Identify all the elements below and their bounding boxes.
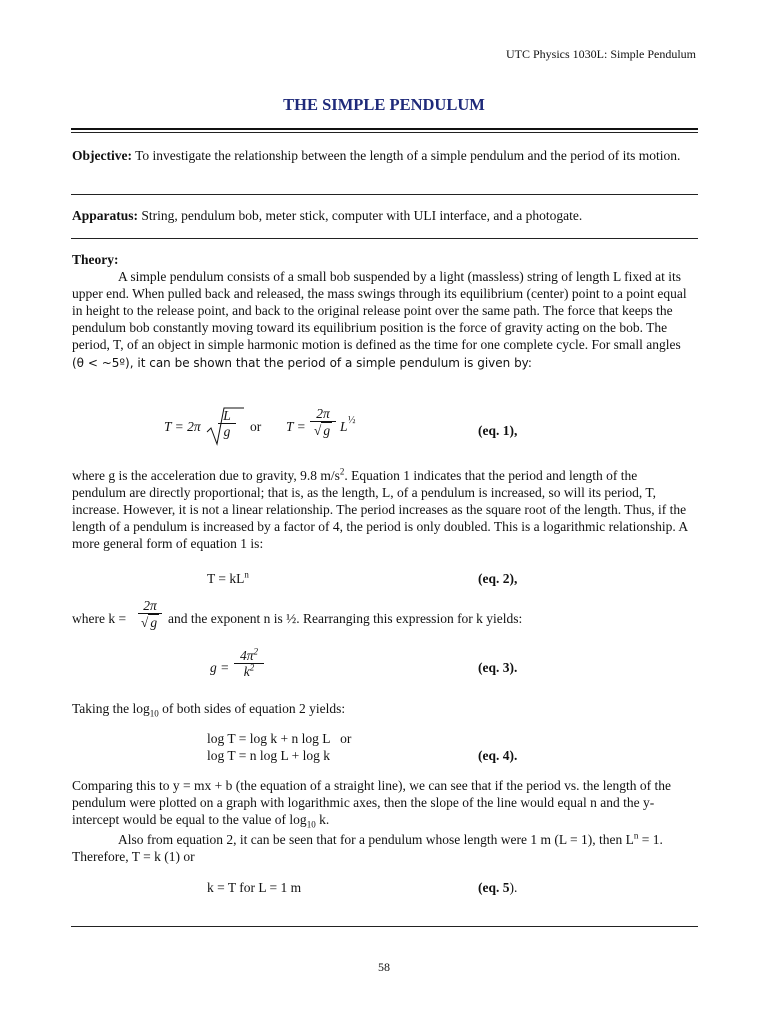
theory-paragraph: Also from equation 2, it can be seen that for a pendulum whose length were 1 m (L = 1), then $L^n = 1$. Therefore, T = k (1) or: [72, 830, 663, 864]
equation-label: (eq. 1),: [478, 423, 518, 438]
section-divider: [71, 194, 698, 195]
equation-label: (eq. 4).: [478, 748, 518, 763]
page-number: 58: [378, 960, 390, 974]
objective-section: [72, 147, 694, 164]
equation-label: (eq. 3).: [478, 660, 518, 675]
apparatus-text: String, pendulum bob, meter stick, computer with ULI interface, and a photogate.: [141, 208, 583, 223]
equation-4-line-1: log T = log k + n log L or: [207, 731, 352, 746]
fraction: $\frac{2\pi}{√ g}$: [310, 406, 336, 438]
footer-rule: [71, 926, 698, 927]
theory-paragraph: Taking the $\log_{10}$ of both sides of equation 2 yields:: [72, 701, 346, 719]
apparatus-section: [72, 207, 694, 224]
theory-paragraph: where k = $\frac{2\pi}{√ g}$ and the exponent n is ½. Rearranging this expression for k yields:: [72, 598, 523, 630]
equation-4-line-2: log T = n log L + log k: [207, 748, 330, 763]
title-rule-thin: [71, 132, 698, 133]
equation-1: T = 2π $\frac{L}{g}$ or T = $\frac{2\pi}{√ g}$ L ½: [160, 404, 400, 448]
equation-label: (eq. 5).: [478, 880, 518, 895]
fraction: $\frac{L}{g}$: [218, 408, 236, 439]
fraction: $\frac{4\pi^2}{k^2}$: [234, 648, 264, 679]
equation-5: k = T for L = 1 m: [207, 880, 302, 895]
page-title: THE SIMPLE PENDULUM: [283, 95, 485, 114]
running-header: UTC Physics 1030L: Simple Pendulum: [505, 47, 696, 61]
objective-label: Objective:: [72, 148, 132, 163]
title-rule: [71, 128, 698, 130]
fraction: $\frac{2\pi}{√ g}$: [138, 598, 162, 630]
theory-paragraph: Comparing this to y = mx + b (the equation of a straight line), we can see that if the period vs. the length of the pendulum were plotted on a graph with logarithmic axes, then the slope of the line would equal n and the y-intercept would be equal to the value of $\log_{10} k$.: [72, 778, 671, 830]
objective-text: To investigate the relationship between the length of a simple pendulum and the period of its motion.: [135, 148, 681, 163]
equation-3: g = $\frac{4\pi^2}{k^2}$: [210, 648, 290, 688]
equation-label: (eq. 2),: [478, 571, 518, 586]
apparatus-label: Apparatus:: [72, 208, 139, 223]
equation-2: $T = kL^n$: [207, 569, 249, 586]
section-divider: [71, 238, 698, 239]
theory-heading: Theory:: [72, 252, 119, 267]
theory-paragraph: where g is the acceleration due to gravity, 9.8 $m/s^2$. Equation 1 indicates that the period and length of the pendulum are directly proportional; that is, as the length, L, of a pendulum is increased, so will its period, T, increase. However, it is not a linear relationship. The period increases as the square root of the length. Thus, if the length of a pendulum is increased by a factor of 4, the period is only doubled. This is a logarithmic relationship. A more general form of equation 1 is:: [72, 466, 688, 551]
theory-paragraph: A simple pendulum consists of a small bob suspended by a light (massless) string of length L fixed at its upper end. When pulled back and released, the mass swings through its equilibrium (center) point to a point equal in height to the release point, and back to the original release point over the same path. The force that keeps the pendulum bob constantly moving toward its equilibrium position is the force of gravity acting on the bob. The period, T, of an object in simple harmonic motion is defined as the time for one complete cycle. For small angles (θ < ~5º), it can be shown that the period of a simple pendulum is given by:: [72, 269, 687, 370]
